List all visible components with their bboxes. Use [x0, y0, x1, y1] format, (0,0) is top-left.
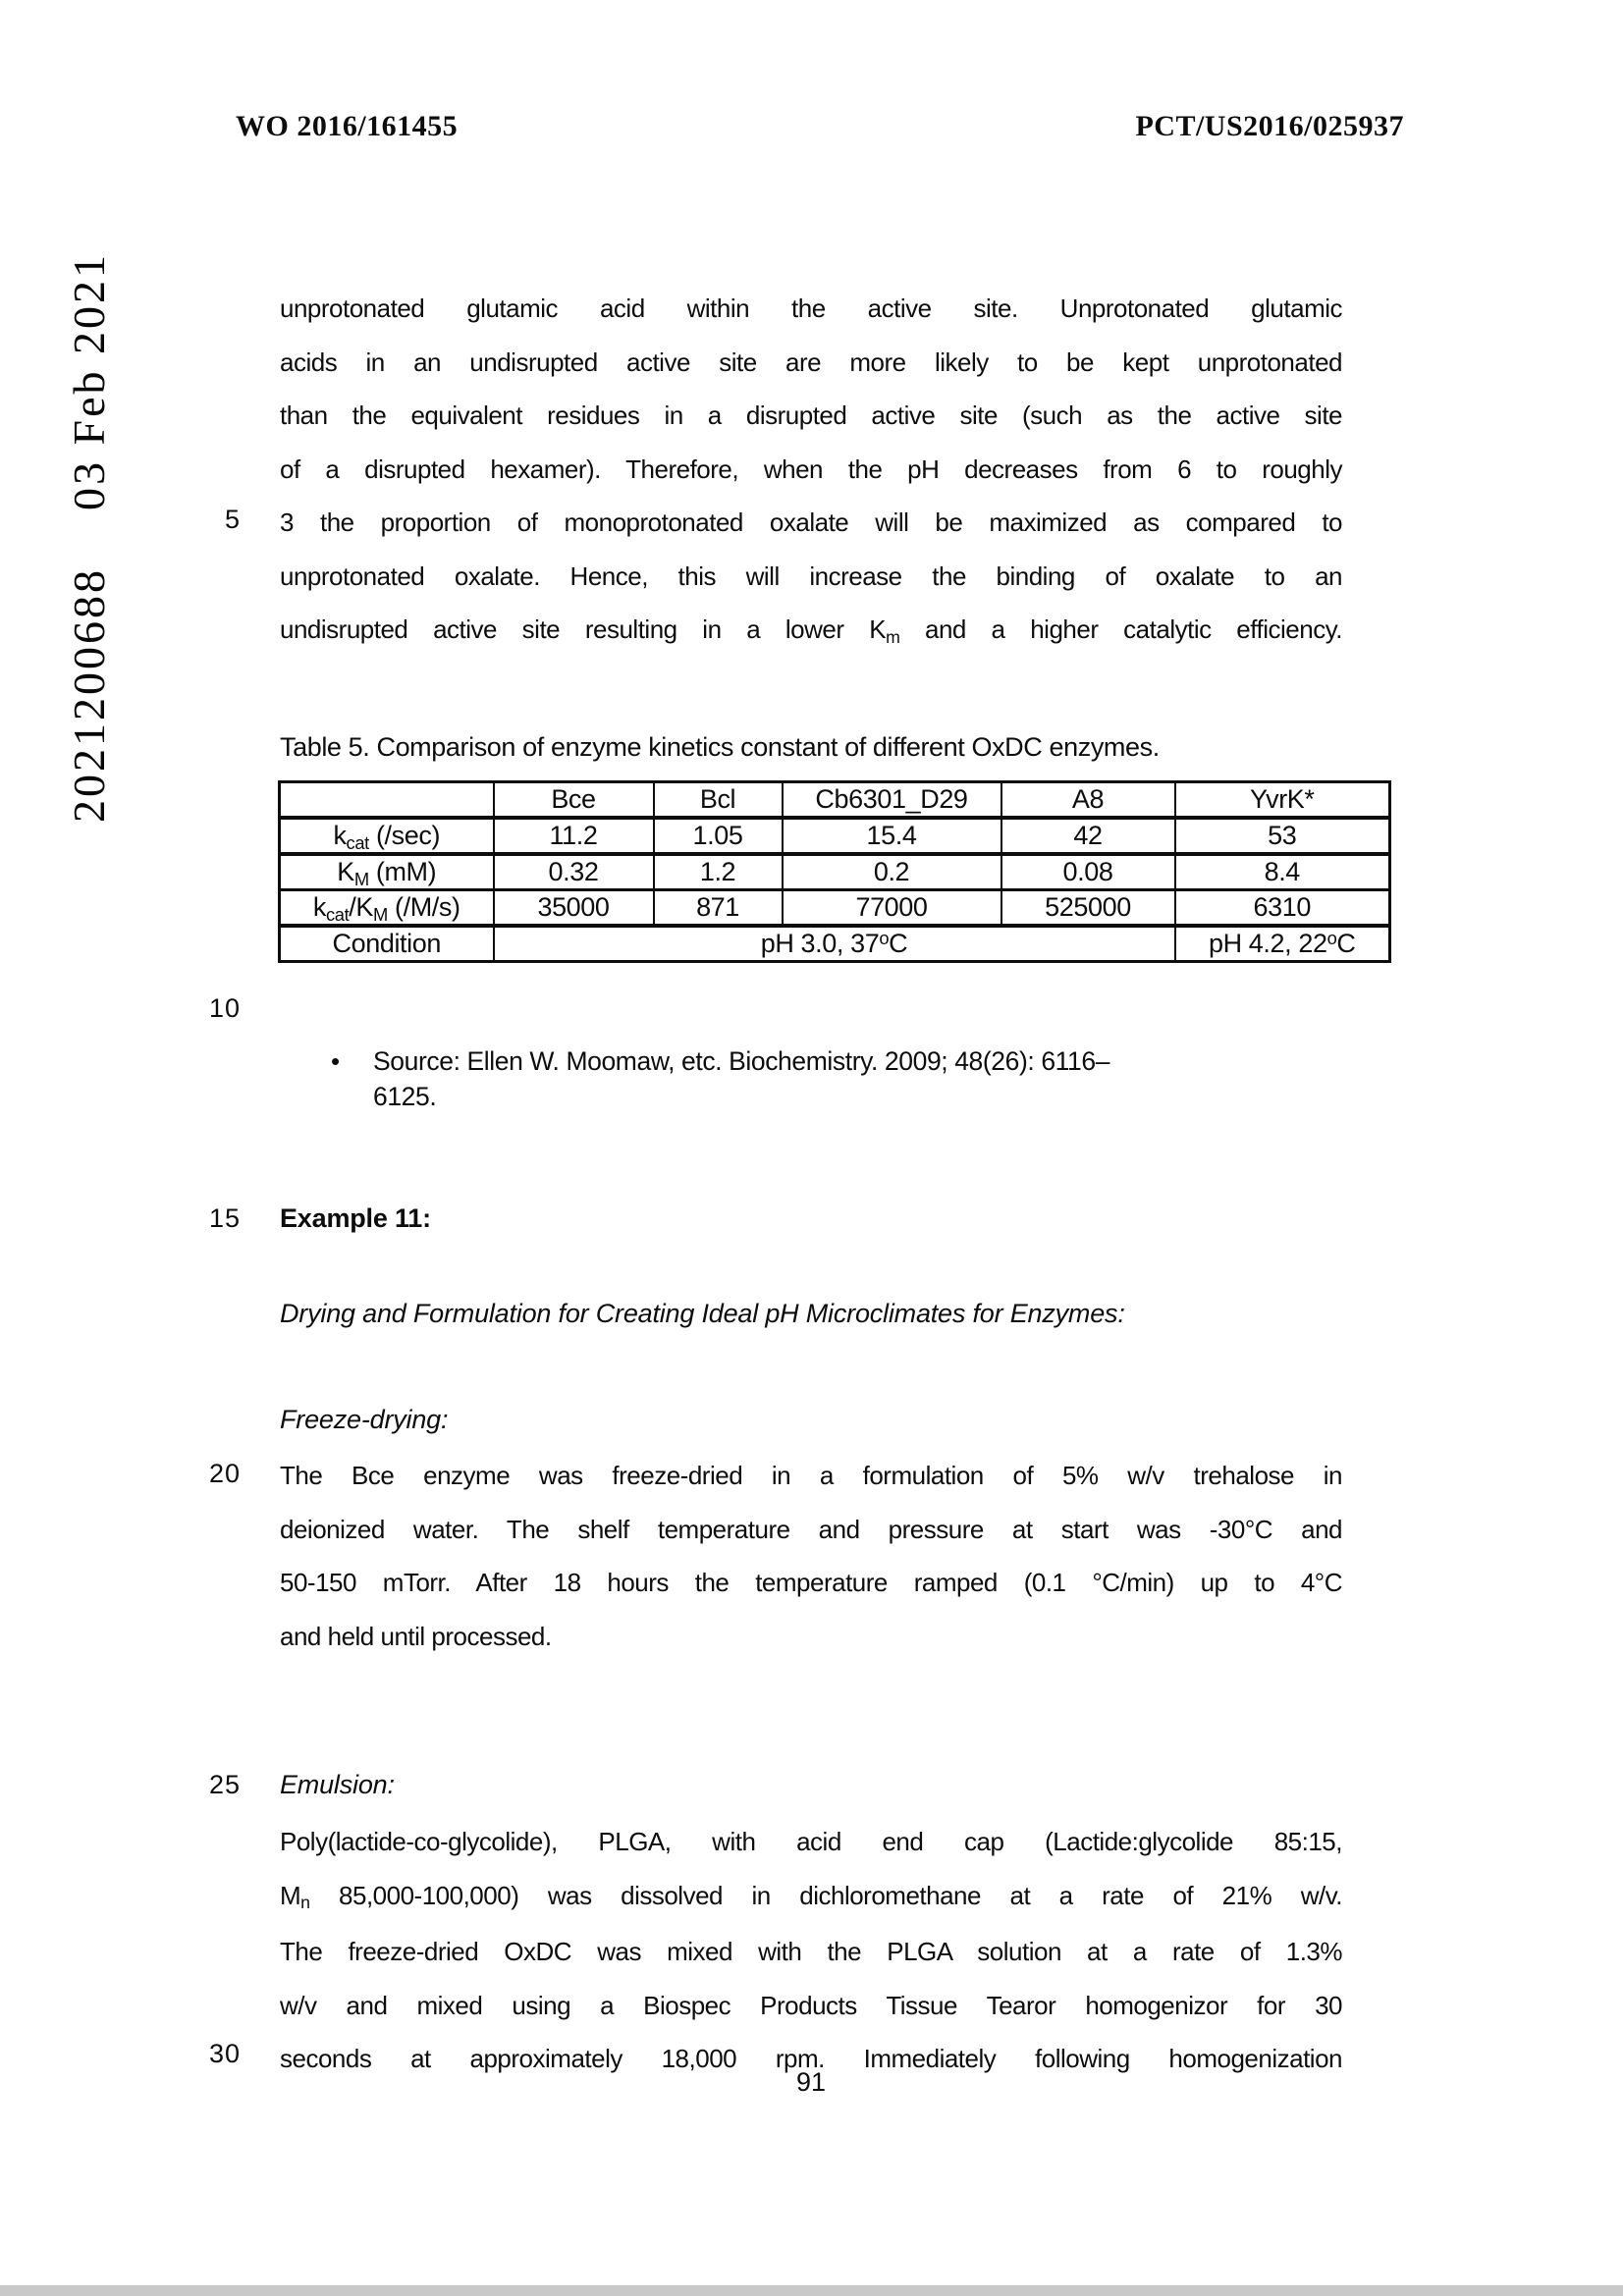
publication-number: WO 2016/161455 [236, 110, 459, 142]
section-title: Drying and Formulation for Creating Ideal pH Microclimates for Enzymes: [280, 1299, 1125, 1328]
freeze-drying-heading: Freeze-drying: [280, 1405, 449, 1434]
text-line: 6125. [373, 1082, 437, 1111]
table-header-cell-empty [280, 782, 494, 819]
table-cell: 0.2 [783, 854, 1001, 890]
table-header-row [280, 782, 1390, 819]
margin-line-number-20: 20 [208, 1459, 241, 1488]
text-line: unprotonated oxalate. Hence, this will increase the binding of oxalate to an [280, 561, 1342, 591]
enzyme-kinetics-table [278, 780, 1391, 963]
table-cell: 11.2 [494, 818, 654, 854]
row-label-kcat: $k_{cat}$ (/sec) [280, 818, 494, 854]
text-line: undisrupted active site resulting in a lower $K_m$ and a higher catalytic efficiency. [280, 614, 1342, 647]
text-line: Poly(lactide-co-glycolide), PLGA, with acid end cap (Lactide:glycolide 85:15, [280, 1827, 1342, 1856]
table-header-cell-bce: Bce [494, 782, 654, 819]
filing-stamp-rotated: 2021200688 03 Feb 2021 [64, 252, 114, 823]
scan-edge-artifact [0, 2285, 1623, 2296]
table-cell: 42 [1001, 818, 1175, 854]
table-cell: 1.2 [654, 854, 783, 890]
emulsion-paragraph [280, 1815, 1342, 2086]
source-note [331, 1043, 1345, 1114]
table-row-condition [280, 926, 1390, 962]
table-cell: 0.08 [1001, 854, 1175, 890]
table-cell: 6310 [1175, 890, 1390, 927]
text-line: 3 the proportion of monoprotonated oxalate will be maximized as compared to [280, 507, 1342, 537]
text-line: $M_n$ 85,000-100,000) was dissolved in dichloromethane at a rate of 21% w/v. [280, 1880, 1342, 1913]
table-row-kcat [280, 818, 1390, 854]
table-row-km [280, 854, 1390, 890]
table-header-cell-a8: A8 [1001, 782, 1175, 819]
body-paragraph-active-site [280, 282, 1342, 660]
example-heading: Example 11: [280, 1203, 431, 1233]
margin-line-number-25: 25 [208, 1770, 241, 1799]
table-cell: 1.05 [654, 818, 783, 854]
text-line: of a disrupted hexamer). Therefore, when the pH decreases from 6 to roughly [280, 454, 1342, 484]
margin-line-number-30: 30 [208, 2039, 241, 2068]
table-cell: 77000 [783, 890, 1001, 927]
text-line: seconds at approximately 18,000 rpm. Immediately following homogenization [280, 2044, 1342, 2073]
table-header-cell-cb6301: Cb6301_D29 [783, 782, 1001, 819]
pct-application-number: PCT/US2016/025937 [1135, 110, 1404, 142]
emulsion-heading: Emulsion: [280, 1770, 395, 1799]
table-cell: 871 [654, 890, 783, 927]
text-line: Source: Ellen W. Moomaw, etc. Biochemistry. 2009; 48(26): 6116– [373, 1046, 1110, 1076]
table-cell: 35000 [494, 890, 654, 927]
condition-yvrk-cell: pH 4.2, 22$^o$C [1175, 926, 1390, 962]
margin-line-number-5: 5 [224, 505, 241, 534]
table-cell: 8.4 [1175, 854, 1390, 890]
text-line: deionized water. The shelf temperature and pressure at start was -30°C and [280, 1514, 1342, 1544]
row-label-kcat-km: $k_{cat}/K_M$ (/M/s) [280, 890, 494, 927]
table-cell: 0.32 [494, 854, 654, 890]
table-header-cell-bcl: Bcl [654, 782, 783, 819]
margin-line-number-15: 15 [208, 1203, 241, 1233]
text-line: than the equivalent residues in a disrupted active site (such as the active site [280, 400, 1342, 430]
text-line: unprotonated glutamic acid within the active site. Unprotonated glutamic [280, 294, 1342, 323]
condition-merged-cell: pH 3.0, 37$^o$C [494, 926, 1175, 962]
text-line: and held until processed. [280, 1621, 552, 1651]
text-line: The Bce enzyme was freeze-dried in a formulation of 5% w/v trehalose in [280, 1461, 1342, 1490]
margin-line-number-10: 10 [208, 993, 241, 1023]
table-cell: 53 [1175, 818, 1390, 854]
table-cell: 15.4 [783, 818, 1001, 854]
page-number: 91 [795, 2067, 827, 2097]
row-label-km: $K_M$ (mM) [280, 854, 494, 890]
bullet-icon: • [331, 1046, 341, 1076]
row-label-condition: Condition [280, 926, 494, 962]
source-note-text [373, 1043, 1345, 1114]
table-caption: Table 5. Comparison of enzyme kinetics constant of different OxDC enzymes. [280, 732, 1160, 762]
text-line: w/v and mixed using a Biospec Products Tissue Tearor homogenizor for 30 [280, 1990, 1342, 2020]
table-cell: 525000 [1001, 890, 1175, 927]
freeze-drying-paragraph [280, 1449, 1342, 1663]
text-line: The freeze-dried OxDC was mixed with the PLGA solution at a rate of 1.3% [280, 1937, 1342, 1966]
table-row-kcat-km [280, 890, 1390, 927]
text-line: acids in an undisrupted active site are more likely to be kept unprotonated [280, 347, 1342, 377]
text-line: 50-150 mTorr. After 18 hours the temperature ramped (0.1 °C/min) up to 4°C [280, 1568, 1342, 1597]
table-header-cell-yvrk: YvrK* [1175, 782, 1390, 819]
